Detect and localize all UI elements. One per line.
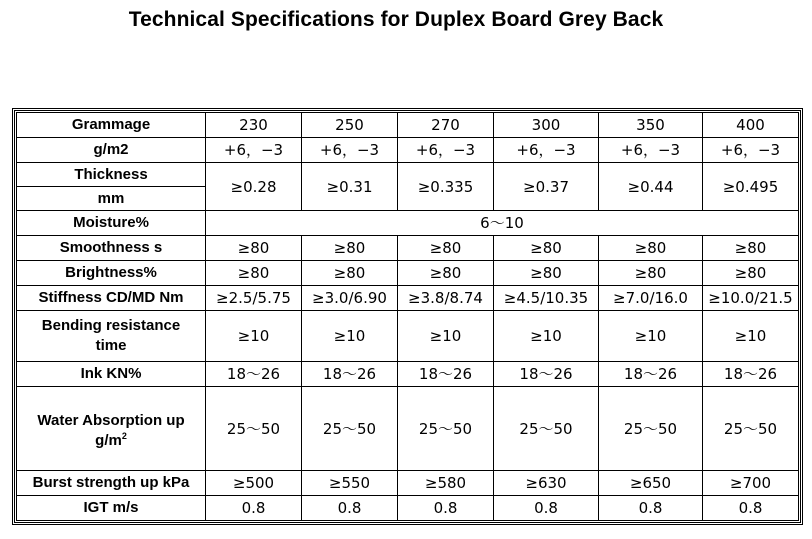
table-cell: +6，−3	[302, 138, 398, 163]
table-cell: ≥80	[494, 261, 599, 286]
row-smoothness	[17, 236, 799, 261]
row-moisture	[17, 211, 799, 236]
row-label-line	[17, 431, 205, 455]
table-cell: ≥0.495	[703, 163, 799, 211]
table-cell: ≥7.0/16.0	[599, 286, 703, 311]
row-label: Thickness	[17, 163, 206, 187]
table-cell: ≥10	[398, 311, 494, 362]
table-cell: 25～50	[599, 387, 703, 471]
unit-superscript: 2	[121, 430, 127, 441]
table-cell: +6，−3	[703, 138, 799, 163]
row-label: Brightness%	[17, 261, 206, 286]
table-cell: 25～50	[206, 387, 302, 471]
row-gm2	[17, 138, 799, 163]
table-cell: ≥3.0/6.90	[302, 286, 398, 311]
table-cell: ≥10	[206, 311, 302, 362]
table-cell: 18～26	[398, 362, 494, 387]
table-cell: +6，−3	[398, 138, 494, 163]
table-cell: ≥10	[703, 311, 799, 362]
spec-table-frame	[12, 108, 803, 525]
table-cell: 25～50	[703, 387, 799, 471]
table-cell: +6，−3	[206, 138, 302, 163]
row-label	[17, 387, 206, 471]
table-cell: 250	[302, 113, 398, 138]
row-label: Burst strength up kPa	[17, 471, 206, 496]
row-label: Moisture%	[17, 211, 206, 236]
table-cell: 400	[703, 113, 799, 138]
table-cell: ≥0.44	[599, 163, 703, 211]
table-cell: 18～26	[703, 362, 799, 387]
row-igt	[17, 496, 799, 521]
table-cell: ≥0.28	[206, 163, 302, 211]
table-cell: ≥80	[302, 236, 398, 261]
row-water-absorption	[17, 387, 799, 471]
row-bending-resistance	[17, 311, 799, 362]
row-brightness	[17, 261, 799, 286]
table-cell: ≥2.5/5.75	[206, 286, 302, 311]
table-cell: 350	[599, 113, 703, 138]
table-cell: ≥80	[494, 236, 599, 261]
table-cell: ≥630	[494, 471, 599, 496]
table-cell: ≥700	[703, 471, 799, 496]
table-cell: 25～50	[494, 387, 599, 471]
table-cell: 0.8	[206, 496, 302, 521]
table-cell: ≥80	[398, 261, 494, 286]
table-cell: +6，−3	[494, 138, 599, 163]
row-label-line: time	[95, 337, 127, 354]
table-cell: ≥10	[302, 311, 398, 362]
table-cell: ≥500	[206, 471, 302, 496]
row-label-line: Water Absorption up	[37, 411, 185, 429]
row-label: mm	[17, 187, 206, 211]
table-cell: ≥80	[302, 261, 398, 286]
table-cell: 18～26	[494, 362, 599, 387]
table-cell: 270	[398, 113, 494, 138]
table-cell: 18～26	[599, 362, 703, 387]
table-cell: ≥650	[599, 471, 703, 496]
table-cell: ≥80	[398, 236, 494, 261]
table-cell: ≥80	[599, 236, 703, 261]
table-cell: ≥0.335	[398, 163, 494, 211]
table-cell: ≥80	[599, 261, 703, 286]
table-cell: ≥580	[398, 471, 494, 496]
row-thickness	[17, 163, 799, 187]
table-cell: 0.8	[599, 496, 703, 521]
row-label: Stiffness CD/MD Nm	[17, 286, 206, 311]
table-cell: ≥3.8/8.74	[398, 286, 494, 311]
table-cell: 25～50	[302, 387, 398, 471]
table-cell: 25～50	[398, 387, 494, 471]
row-stiffness	[17, 286, 799, 311]
table-cell: 0.8	[398, 496, 494, 521]
table-cell: ≥80	[703, 236, 799, 261]
row-label-line: Bending resistance	[41, 317, 181, 334]
table-cell: 300	[494, 113, 599, 138]
table-cell: 6～10	[206, 211, 799, 236]
row-label: Grammage	[17, 113, 206, 138]
table-cell: ≥80	[703, 261, 799, 286]
table-cell: ≥0.37	[494, 163, 599, 211]
table-cell: 0.8	[302, 496, 398, 521]
table-cell: ≥10	[494, 311, 599, 362]
row-label	[17, 311, 206, 362]
row-label: IGT m/s	[17, 496, 206, 521]
row-label: Ink KN%	[17, 362, 206, 387]
row-grammage	[17, 113, 799, 138]
table-cell: ≥0.31	[302, 163, 398, 211]
row-label: Smoothness s	[17, 236, 206, 261]
unit-text: g/m	[95, 431, 122, 449]
table-cell: ≥80	[206, 236, 302, 261]
row-burst-strength	[17, 471, 799, 496]
table-cell: 18～26	[206, 362, 302, 387]
table-cell: 0.8	[703, 496, 799, 521]
table-cell: ≥4.5/10.35	[494, 286, 599, 311]
table-cell: +6，−3	[599, 138, 703, 163]
page-title: Technical Specifications for Duplex Board Grey Back	[128, 8, 664, 31]
table-cell: ≥550	[302, 471, 398, 496]
table-cell: ≥10	[599, 311, 703, 362]
table-cell: 18～26	[302, 362, 398, 387]
table-cell: ≥10.0/21.5	[703, 286, 799, 311]
table-cell: 0.8	[494, 496, 599, 521]
row-label: g/m2	[17, 138, 206, 163]
spec-table	[16, 112, 799, 521]
table-cell: ≥80	[206, 261, 302, 286]
table-cell: 230	[206, 113, 302, 138]
row-ink	[17, 362, 799, 387]
